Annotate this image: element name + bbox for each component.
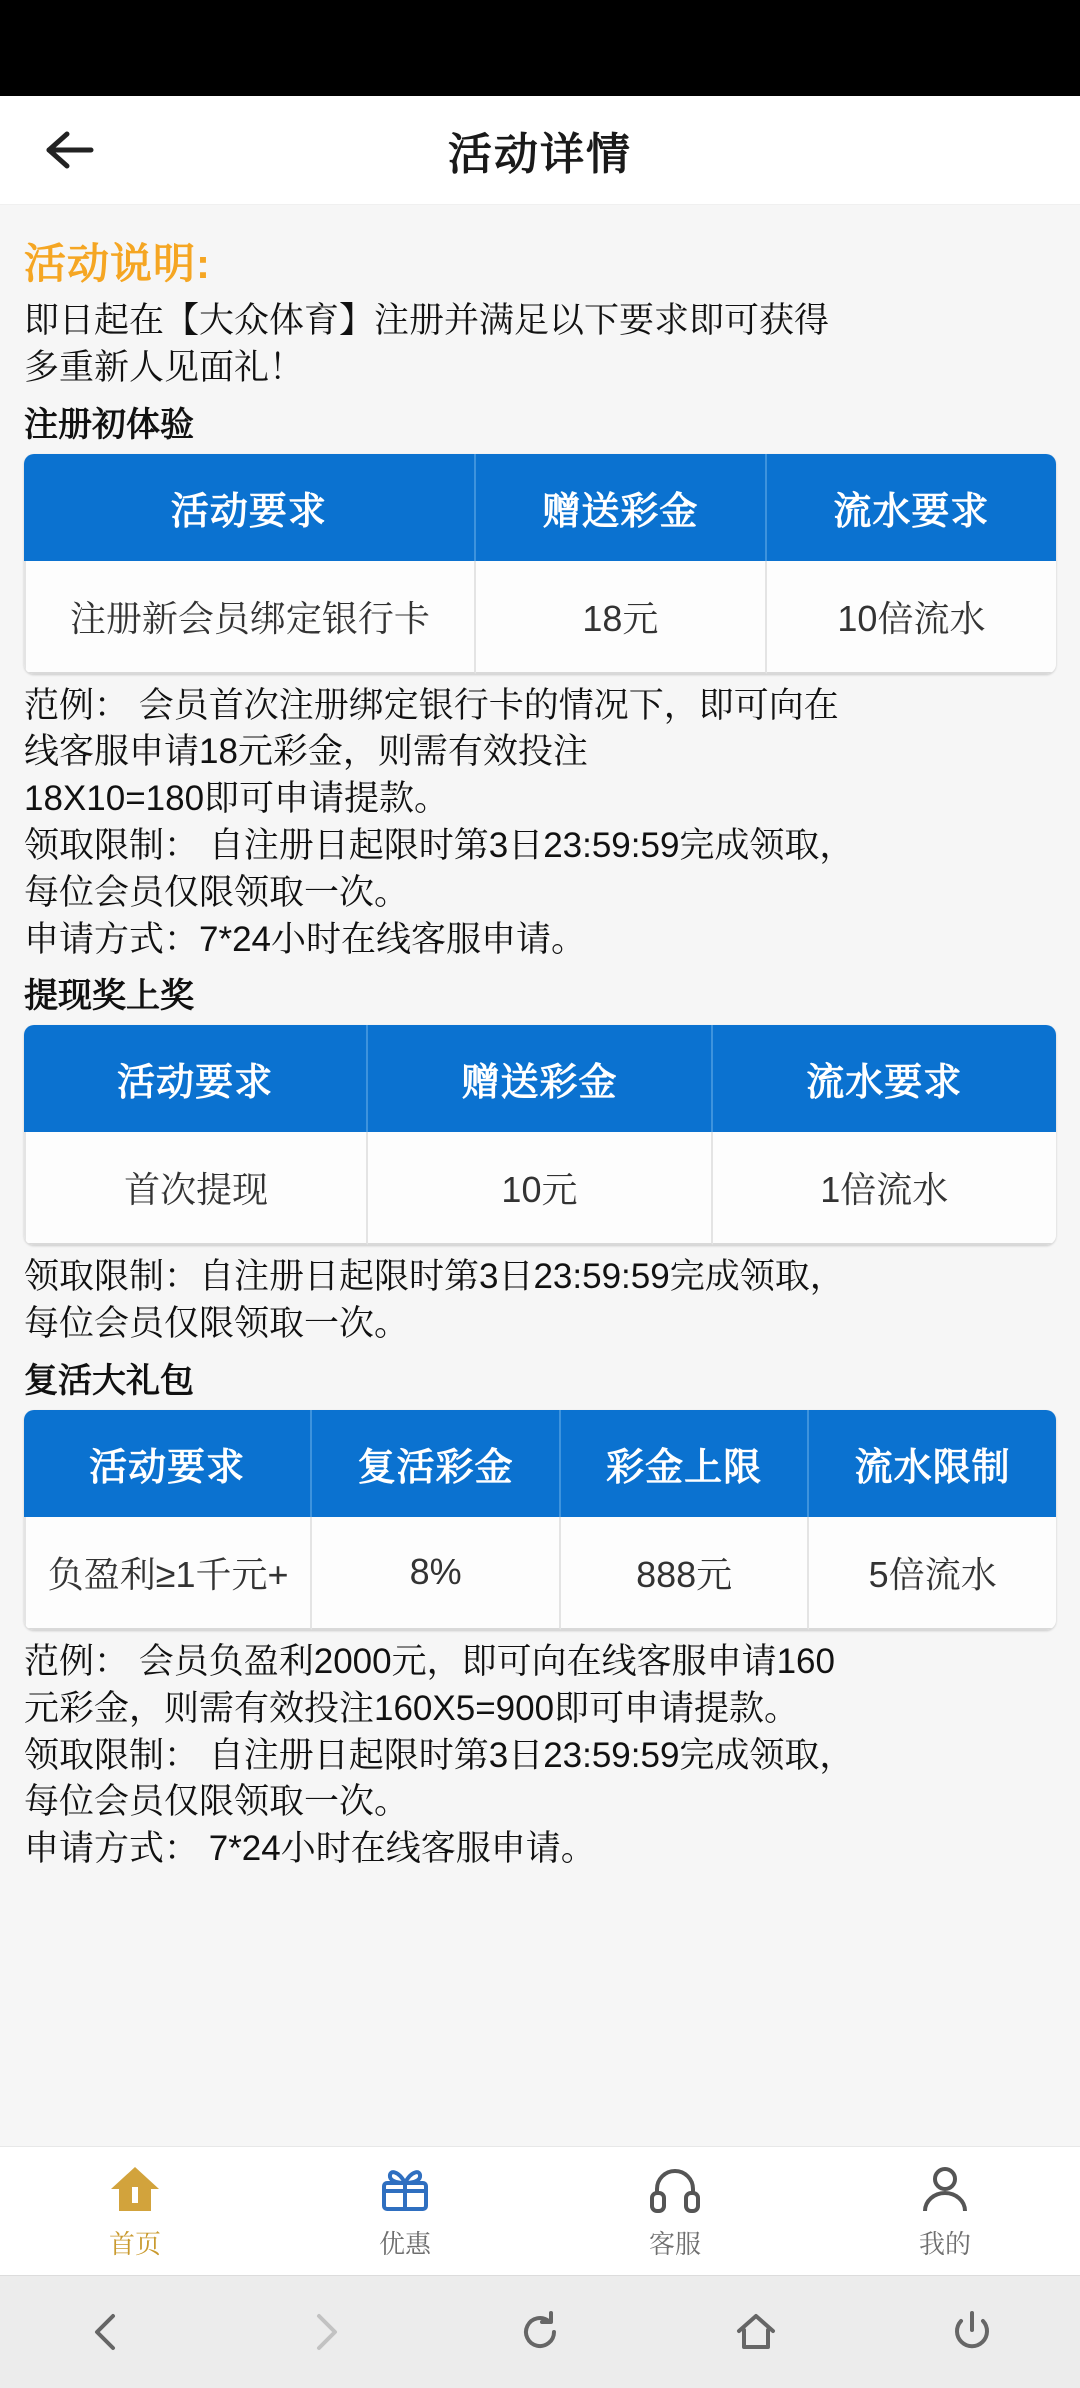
table-cell: 注册新会员绑定银行卡 [24, 561, 476, 674]
block1-note: 每位会员仅限领取一次。 [24, 872, 410, 912]
table-cell: 888元 [561, 1517, 810, 1630]
table-header-row [24, 1410, 1056, 1517]
nav-label: 首页 [108, 2228, 161, 2259]
intro-line-2: 多重新人见面礼！ [24, 347, 305, 387]
block3-note: 申请方式： 7*24小时在线客服申请。 [24, 1829, 596, 1869]
bottom-navigation [0, 2146, 1080, 2275]
headset-icon [647, 2162, 703, 2216]
table-row [24, 1132, 1056, 1245]
refresh-icon[interactable] [485, 2277, 595, 2387]
back-button[interactable] [34, 114, 106, 186]
title-bar [0, 96, 1080, 205]
table-cell: 10元 [368, 1132, 712, 1245]
system-navigation-bar [0, 2275, 1080, 2388]
table-row [24, 561, 1056, 674]
block1-heading: 注册初体验 [24, 405, 194, 444]
table-cell: 1倍流水 [713, 1132, 1056, 1245]
block3-note: 范例： 会员负盈利2000元，即可向在线客服申请160 [24, 1641, 835, 1681]
table-header-cell: 流水要求 [767, 454, 1056, 561]
home-icon [107, 2162, 163, 2216]
table-cell: 10倍流水 [767, 561, 1056, 674]
table-header-row [24, 454, 1056, 561]
block3-table [24, 1410, 1056, 1630]
table-row [24, 1517, 1056, 1630]
table-header-cell: 流水限制 [809, 1410, 1056, 1517]
table-header-row [24, 1025, 1056, 1132]
block2-note: 每位会员仅限领取一次。 [24, 1304, 410, 1344]
forward-chevron-icon[interactable] [269, 2277, 379, 2387]
nav-label: 我的 [918, 2228, 971, 2259]
power-icon[interactable] [917, 2277, 1027, 2387]
block1-note: 18X10=180即可申请提款。 [24, 779, 450, 819]
table-header-cell: 赠送彩金 [368, 1025, 712, 1132]
table-cell: 负盈利≥1千元+ [24, 1517, 312, 1630]
home-outline-icon[interactable] [701, 2277, 811, 2387]
arrow-left-icon [41, 128, 99, 172]
section-title: 活动说明: [24, 240, 211, 287]
table-header-cell: 活动要求 [24, 454, 476, 561]
block1-note: 申请方式：7*24小时在线客服申请。 [24, 919, 587, 959]
block2-table [24, 1025, 1056, 1245]
back-chevron-icon[interactable] [53, 2277, 163, 2387]
block1-note: 线客服申请18元彩金，则需有效投注 [24, 732, 588, 772]
block1-note: 范例： 会员首次注册绑定银行卡的情况下，即可向在 [24, 685, 839, 725]
table-header-cell: 赠送彩金 [476, 454, 767, 561]
nav-label: 客服 [648, 2228, 701, 2259]
table-header-cell: 活动要求 [24, 1410, 312, 1517]
table-cell: 首次提现 [24, 1132, 368, 1245]
gift-icon [377, 2162, 433, 2216]
nav-item-promotions[interactable] [270, 2162, 540, 2261]
table-cell: 8% [312, 1517, 561, 1630]
user-icon [917, 2162, 973, 2216]
table-header-cell: 复活彩金 [312, 1410, 561, 1517]
block3-note: 每位会员仅限领取一次。 [24, 1782, 410, 1822]
table-header-cell: 流水要求 [713, 1025, 1056, 1132]
nav-item-mine[interactable] [810, 2162, 1080, 2261]
app-container [0, 96, 1080, 2388]
block2-heading: 提现奖上奖 [24, 977, 194, 1016]
intro-line-1: 即日起在【大众体育】注册并满足以下要求即可获得 [24, 301, 830, 340]
table-cell: 18元 [476, 561, 767, 674]
block3-heading: 复活大礼包 [24, 1361, 194, 1400]
table-header-cell: 活动要求 [24, 1025, 368, 1132]
nav-label: 优惠 [378, 2228, 431, 2259]
block3-note: 元彩金，则需有效投注160X5=900即可申请提款。 [24, 1688, 800, 1728]
block2-note: 领取限制：自注册日起限时第3日23:59:59完成领取， [24, 1257, 845, 1297]
activity-detail-content [0, 205, 1080, 2146]
page-title: 活动详情 [448, 130, 632, 179]
nav-item-home[interactable] [0, 2162, 270, 2261]
nav-item-support[interactable] [540, 2162, 810, 2261]
block1-note: 领取限制： 自注册日起限时第3日23:59:59完成领取， [24, 825, 855, 865]
table-cell: 5倍流水 [809, 1517, 1056, 1630]
table-header-cell: 彩金上限 [561, 1410, 810, 1517]
block1-table [24, 454, 1056, 674]
status-bar [0, 0, 1080, 96]
block3-note: 领取限制： 自注册日起限时第3日23:59:59完成领取， [24, 1735, 855, 1775]
